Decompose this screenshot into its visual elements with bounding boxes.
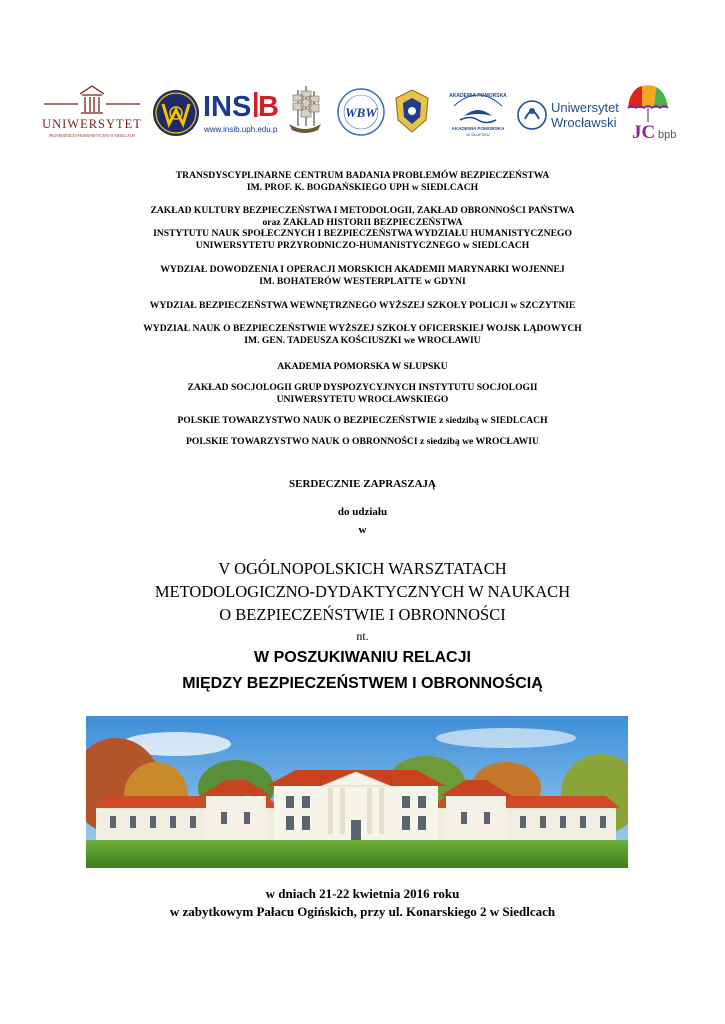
organizer-block-8 [0,415,725,427]
event-date: w dniach 21-22 kwietnia 2016 roku [265,886,460,901]
logo-strip [40,82,685,142]
organizer-block-6 [0,361,725,373]
bpb-text: bpb [658,129,677,141]
organizer-block-3 [0,264,725,287]
organizer-line: ZAKŁAD KULTURY BEZPIECZEŃSTWA I METODOLOGII, ZAKŁAD OBRONNOŚCI PAŃSTWA [150,205,575,216]
invite-line-1: SERDECZNIE ZAPRASZAJĄ [288,478,436,490]
invite-line-2: do udziału [337,506,388,518]
organizer-line: IM. PROF. K. BOGDAŃSKIEGO UPH w SIEDLCACH [246,181,479,193]
marine-academy-emblem [150,82,202,142]
organizer-block-7 [0,382,725,405]
organizer-line: AKADEMIA POMORSKA W SŁUPSKU [277,361,448,372]
organizer-block-9 [0,436,725,448]
organizer-line: WYDZIAŁ NAUK O BEZPIECZEŃSTWIE WYŻSZEJ SZKOŁY OFICERSKIEJ WOJSK LĄDOWYCH [143,323,582,334]
event-date-place [0,885,725,921]
event-title-line: V OGÓLNOPOLSKICH WARSZTATACH [218,559,507,578]
organizer-line: IM. BOHATERÓW WESTERPLATTE w GDYNI [259,275,466,287]
theme-line: W POSZUKIWANIU RELACJI [254,649,471,666]
uniwersytet-wroclawski-logo [515,82,620,142]
theme-title [0,645,725,697]
organizer-block-5 [0,323,725,346]
jc-text: JC [632,122,656,142]
svg-text:B: B [258,91,278,123]
organizer-block-1 [0,170,725,193]
uph-logo-line1: UNIWERSYTET [42,117,142,131]
wbw-text: WBW [345,105,377,120]
organizer-line: INSTYTUTU NAUK SPOŁECZNYCH I BEZPIECZEŃSTWA WYDZIAŁU HUMANISTYCZNEGO [153,228,572,239]
organizer-line: IM. GEN. TADEUSZA KOŚCIUSZKI we WROCŁAWIU [244,334,481,346]
pomorska-arc-text: AKADEMIA POMORSKA [449,93,507,99]
svg-text:INS: INS [203,91,252,123]
pomorska-name: AKADEMIA POMORSKA [451,126,505,131]
invite-line-3: w [358,524,367,536]
uph-university-logo [40,82,144,142]
organizer-line: UNIWERSYTETU PRZYRODNICZO-HUMANISTYCZNEGO w SIEDLCACH [195,239,530,251]
organizer-line: WYDZIAŁ DOWODZENIA I OPERACJI MORSKICH AKADEMII MARYNARKI WOJENNEJ [160,264,565,275]
uwr-line2: Wrocławski [551,115,617,130]
wbw-emblem [336,82,386,142]
insib-url: www.insib.uph.edu.pl [204,125,278,134]
organizer-line: UNIWERSYTETU WROCŁAWSKIEGO [276,393,449,405]
organizer-block-2 [0,205,725,251]
jcbpb-umbrella-logo [620,82,685,142]
organizer-block-4 [0,300,725,312]
organizer-line: POLSKIE TOWARZYSTWO NAUK O BEZPIECZEŃSTWIE z siedzibą w SIEDLCACH [177,415,548,426]
police-academy-emblem [390,82,434,142]
uph-logo-line2: PRZYRODNICZO-HUMANISTYCZNY W SIEDLCACH [49,134,135,138]
organizer-line: TRANSDYSCYPLINARNE CENTRUM BADANIA PROBLEMÓW BEZPIECZEŃSTWA [175,170,550,181]
nt-label: nt. [356,629,369,643]
organizer-line: ZAKŁAD SOCJOLOGII GRUP DYSPOZYCYJNYCH INSTYTUTU SOCJOLOGII [187,382,538,393]
event-title-line: O BEZPIECZEŃSTWIE I OBRONNOŚCI [219,605,506,624]
organizer-line: POLSKIE TOWARZYSTWO NAUK O OBRONNOŚCI z siedzibą we WROCŁAWIU [186,436,539,447]
uwr-line1: Uniwersytet [551,100,619,115]
event-title-line: METODOLOGICZNO-DYDAKTYCZNYCH W NAUKACH [154,582,571,601]
sailing-ship-emblem [284,82,326,142]
event-title [0,557,725,626]
organizer-line: WYDZIAŁ BEZPIECZEŃSTWA WEWNĘTRZNEGO WYŻSZEJ SZKOŁY POLICJI w SZCZYTNIE [149,300,576,311]
pomorska-city: W SŁUPSKU [466,132,490,137]
event-place: w zabytkowym Pałacu Ogińskich, przy ul. Konarskiego 2 w Siedlcach [169,904,556,919]
palace-photo [86,716,628,868]
organizer-line: oraz ZAKŁAD HISTORII BEZPIECZEŃSTWA [262,216,463,228]
akademia-pomorska-emblem [446,82,510,142]
insib-logo [202,82,278,142]
theme-line: MIĘDZY BEZPIECZEŃSTWEM I OBRONNOŚCIĄ [182,675,543,692]
